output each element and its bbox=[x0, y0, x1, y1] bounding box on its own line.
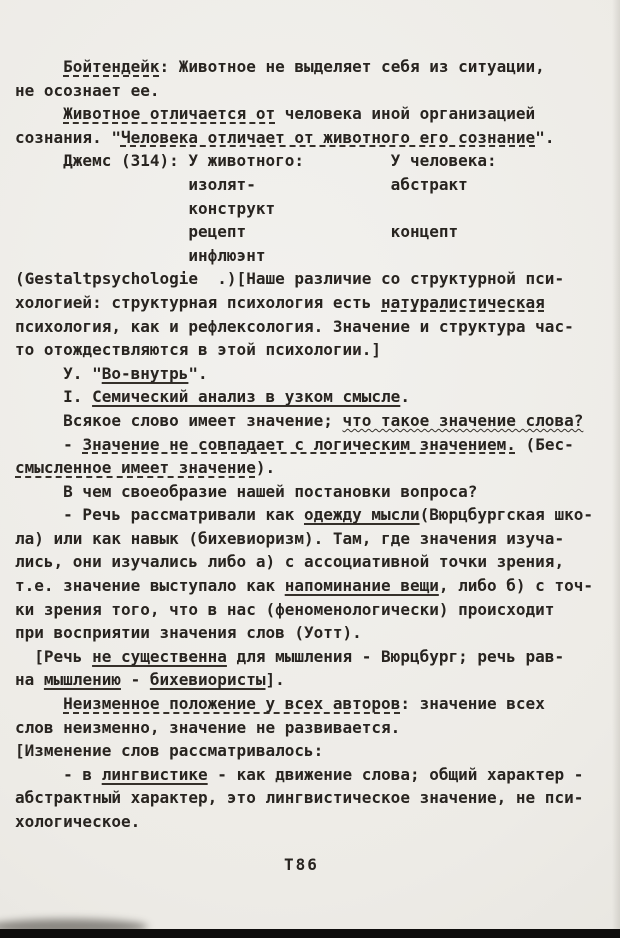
text-line bbox=[15, 149, 593, 173]
text-line bbox=[15, 244, 593, 268]
text-line bbox=[15, 810, 593, 834]
text-segment: сознания. " bbox=[15, 127, 121, 147]
underlined-text: Неизменное положение у всех авторов bbox=[63, 694, 401, 714]
text-line bbox=[15, 362, 593, 386]
text-segment: ки зрения того, что в нас (феноменологически) происходит bbox=[15, 599, 555, 619]
text-segment: хологией: структурная психология есть bbox=[15, 292, 382, 312]
text-segment: для мышления - Вюрцбург; речь рав- bbox=[226, 646, 565, 666]
text-line bbox=[15, 173, 593, 197]
text-line bbox=[15, 598, 593, 622]
underlined-text: Человека отличает от животного его сознание bbox=[120, 127, 536, 147]
text-segment: [Речь bbox=[15, 646, 93, 666]
text-segment: ла) или как навык (бихевиоризм). Там, где значения изуча- bbox=[15, 528, 565, 548]
typewritten-text bbox=[15, 55, 593, 834]
text-segment: не осознает ее. bbox=[15, 80, 160, 100]
text-line bbox=[15, 550, 593, 574]
text-segment: - bbox=[120, 670, 150, 690]
text-segment: абстрактный характер, это лингвистическое значение, не пси- bbox=[15, 788, 584, 808]
text-segment: : значение всех bbox=[400, 694, 545, 714]
scan-edge-artifact bbox=[0, 929, 620, 938]
underlined-text: напоминание вещи bbox=[284, 576, 439, 596]
text-line bbox=[15, 385, 593, 409]
text-segment: ]. bbox=[265, 670, 285, 690]
text-line bbox=[15, 645, 593, 669]
text-segment bbox=[15, 104, 63, 123]
text-segment: - как движение слова; общий характер - bbox=[207, 764, 584, 784]
text-line bbox=[15, 55, 593, 79]
underlined-text: натуралистическая bbox=[381, 292, 545, 312]
text-segment: - Речь рассматривали как bbox=[15, 505, 304, 525]
text-segment: слов неизменно, значение не развивается. bbox=[15, 717, 401, 737]
text-line bbox=[15, 480, 593, 504]
text-line bbox=[15, 621, 593, 645]
text-segment: Всякое слово имеет значение; bbox=[15, 410, 343, 430]
text-segment: : Животное не выделяет себя из ситуации, bbox=[159, 57, 545, 76]
text-segment: на bbox=[15, 670, 44, 690]
text-segment: [Изменение слов рассматривалось: bbox=[15, 741, 324, 761]
text-line bbox=[15, 692, 593, 716]
text-segment: ). bbox=[255, 458, 276, 478]
text-line bbox=[15, 668, 593, 692]
text-segment: I. bbox=[15, 387, 93, 407]
text-segment: при восприятии значения слов (Уотт). bbox=[15, 623, 362, 643]
text-line bbox=[15, 197, 593, 221]
underlined-text: Во-внутрь bbox=[101, 363, 189, 383]
underlined-text: что такое значение слова? bbox=[342, 410, 584, 430]
text-segment: В чем своеобразие нашей постановки вопроса? bbox=[15, 481, 478, 501]
text-segment: рецепт концепт bbox=[15, 222, 459, 242]
text-line bbox=[15, 574, 593, 598]
underlined-text: Семический анализ в узком смысле bbox=[92, 387, 401, 407]
text-line bbox=[15, 409, 593, 433]
text-segment: Джемс (314): У животного: У человека: bbox=[15, 151, 497, 171]
underlined-text: не существенна bbox=[92, 646, 227, 666]
underlined-text: Животное отличается от bbox=[63, 104, 276, 124]
underlined-text: лингвистике bbox=[101, 764, 208, 784]
text-line bbox=[15, 739, 593, 763]
text-segment: то отождествляются в этой психологии.] bbox=[15, 340, 382, 360]
underlined-text: смысленное имеет значение bbox=[15, 458, 256, 478]
text-line bbox=[15, 433, 593, 457]
text-line bbox=[15, 338, 593, 362]
text-segment: У. " bbox=[15, 363, 102, 383]
text-segment: конструкт bbox=[15, 198, 276, 218]
scan-edge-shadow bbox=[612, 0, 620, 938]
text-segment: - в bbox=[15, 764, 102, 784]
text-segment: (Вюрцбургская шко- bbox=[419, 505, 593, 525]
text-line bbox=[15, 763, 593, 787]
text-line bbox=[15, 126, 593, 150]
text-segment: психология, как и рефлексология. Значение и структура час- bbox=[15, 316, 574, 336]
text-segment: человека иной организацией bbox=[275, 104, 536, 124]
text-line bbox=[15, 291, 593, 315]
text-segment: изолят- абстракт bbox=[15, 174, 468, 194]
underlined-text: бихевиористы bbox=[149, 670, 266, 690]
text-segment: лись, они изучались либо а) с ассоциативной точки зрения, bbox=[15, 552, 565, 572]
text-line bbox=[15, 527, 593, 551]
text-line bbox=[15, 79, 593, 103]
text-segment: хологическое. bbox=[15, 812, 141, 831]
text-segment: . bbox=[400, 387, 410, 407]
text-segment: ". bbox=[535, 127, 555, 147]
text-line bbox=[15, 220, 593, 244]
text-segment: (Бес- bbox=[515, 434, 574, 454]
text-segment bbox=[15, 57, 63, 76]
text-segment: , либо б) с точ- bbox=[438, 576, 593, 596]
underlined-text: Бойтендейк bbox=[63, 57, 160, 76]
text-line bbox=[15, 786, 593, 810]
text-line bbox=[15, 315, 593, 339]
text-segment: ". bbox=[188, 363, 208, 383]
text-line bbox=[15, 716, 593, 740]
text-segment bbox=[15, 694, 63, 713]
text-segment: инфлюэнт bbox=[15, 245, 266, 265]
underlined-text: одежду мысли bbox=[303, 505, 420, 525]
text-line bbox=[15, 456, 593, 480]
text-line bbox=[15, 102, 593, 126]
text-segment: (Gestaltpsychologie .)[Наше различие со структурной пси- bbox=[15, 269, 565, 289]
underlined-text: Значение не совпадает с логическим значением. bbox=[82, 434, 516, 454]
text-line bbox=[15, 267, 593, 291]
text-segment: - bbox=[15, 434, 83, 454]
text-line bbox=[15, 503, 593, 527]
page-number: Т86 bbox=[284, 855, 319, 874]
underlined-text: мышлению bbox=[43, 670, 121, 690]
text-segment: т.е. значение выступало как bbox=[15, 576, 285, 596]
